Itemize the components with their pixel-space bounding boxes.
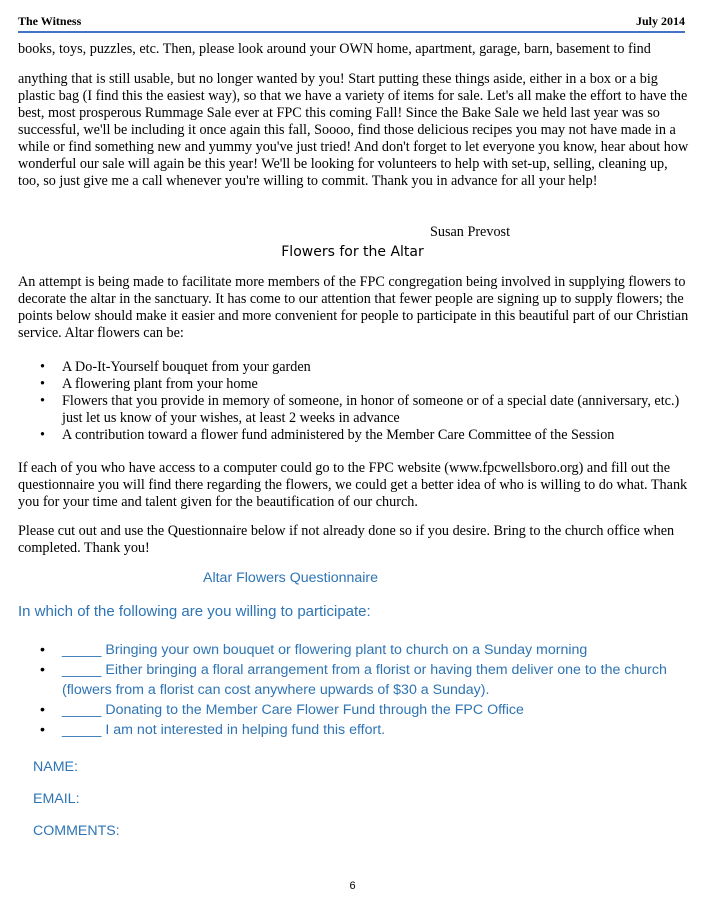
name-field-label: NAME: (33, 759, 78, 775)
flower-options-list (18, 359, 690, 444)
issue-date: July 2014 (635, 14, 685, 28)
questionnaire-title: Altar Flowers Questionnaire (203, 570, 379, 586)
website-paragraph: If each of you who have access to a computer could go to the FPC website (www.fpcwellsboro.org) and fill out the questionnaire you will find there regarding the flowers, we could get a better idea of who is willing to do what. Thank you for your time and talent given for the beautification of our church. (18, 460, 688, 510)
intro-paragraph: anything that is still usable, but no longer wanted by you! Start putting these things aside, either in a box or a big plastic bag (I find this the easiest way), so that we have a variety of items for sale. Let's all make the effort to have the best, most prosperous Rummage Sale ever at FPC this coming Fall! Since the Bake Sale we held last year was so successful, we'll be including it once again this fall, Soooo, find those delicious recipes you may not have made in a while or find something new and yummy you've just tried! And don't forget to let everyone you know, hear about how wonderful our sale will again be this year! We'll be looking for volunteers to help with set-up, selling, cleaning up, too, so just give me a call whenever you're willing to commit. Thank you in advance for all your help! (18, 71, 689, 189)
flowers-intro-paragraph: An attempt is being made to facilitate more members of the FPC congregation being involved in supplying flowers to decorate the altar in the sanctuary. It has come to our attention that fewer people are signing up to supply flowers; the points below should make it easier and more convenient for people to participate in this beautiful part of our Christian service. Altar flowers can be: (18, 274, 689, 341)
questionnaire-question: In which of the following are you willing to participate: (18, 603, 371, 620)
option-item: • _____ I am not interested in helping fund this effort. (18, 720, 690, 740)
questionnaire-options (18, 640, 690, 740)
list-item: • A contribution toward a flower fund administered by the Member Care Committee of the Session (18, 427, 690, 444)
page-number: 6 (349, 880, 356, 892)
page-header (18, 11, 685, 33)
newsletter-name: The Witness (18, 14, 82, 28)
list-item: • A flowering plant from your home (18, 376, 690, 393)
author-signature: Susan Prevost (430, 224, 511, 240)
list-item: • A Do-It-Yourself bouquet from your garden (18, 359, 690, 376)
option-item: • _____ Either bringing a floral arrangement from a florist or having them deliver one to the church (flowers from a florist can cost anywhere upwards of $30 a Sunday). (18, 660, 690, 700)
list-item: • Flowers that you provide in memory of someone, in honor of someone or of a special date (anniversary, etc.) just let us know of your wishes, at least 2 weeks in advance (18, 393, 690, 427)
intro-line: books, toys, puzzles, etc. Then, please look around your OWN home, apartment, garage, barn, basement to find (18, 41, 651, 57)
email-field-label: EMAIL: (33, 791, 80, 807)
option-item: • _____ Bringing your own bouquet or flowering plant to church on a Sunday morning (18, 640, 690, 660)
option-item: • _____ Donating to the Member Care Flower Fund through the FPC Office (18, 700, 690, 720)
comments-field-label: COMMENTS: (33, 823, 120, 839)
section-title: Flowers for the Altar (281, 244, 424, 260)
cutout-paragraph: Please cut out and use the Questionnaire below if not already done so if you desire. Bring to the church office when completed. Thank you! (18, 523, 675, 556)
